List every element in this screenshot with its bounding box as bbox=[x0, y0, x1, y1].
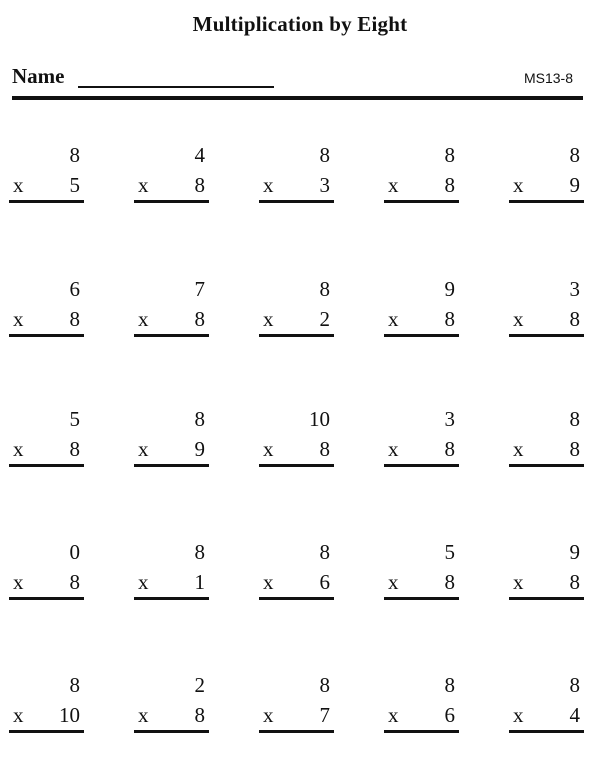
multiplicand: 8 bbox=[194, 540, 205, 564]
multiply-sign: x bbox=[263, 570, 274, 594]
multiply-sign: x bbox=[388, 437, 399, 461]
multiplicand: 8 bbox=[319, 277, 330, 301]
problem bbox=[384, 540, 459, 602]
problem bbox=[134, 540, 209, 602]
multiplier: 8 bbox=[194, 703, 205, 727]
multiplicand: 8 bbox=[569, 143, 580, 167]
multiplicand: 5 bbox=[69, 407, 80, 431]
answer-line bbox=[384, 730, 459, 733]
multiplier: 8 bbox=[69, 570, 80, 594]
answer-line bbox=[134, 730, 209, 733]
answer-line bbox=[384, 200, 459, 203]
multiplier: 8 bbox=[444, 307, 455, 331]
multiplier: 7 bbox=[319, 703, 330, 727]
multiplicand: 8 bbox=[194, 407, 205, 431]
problem bbox=[9, 277, 84, 339]
multiplicand: 3 bbox=[569, 277, 580, 301]
multiplicand: 6 bbox=[69, 277, 80, 301]
multiplier: 2 bbox=[319, 307, 330, 331]
multiplier: 8 bbox=[194, 307, 205, 331]
multiplicand: 9 bbox=[569, 540, 580, 564]
multiply-sign: x bbox=[513, 307, 524, 331]
multiplier: 8 bbox=[444, 173, 455, 197]
answer-line bbox=[259, 730, 334, 733]
multiply-sign: x bbox=[388, 307, 399, 331]
answer-line bbox=[259, 597, 334, 600]
answer-line bbox=[259, 200, 334, 203]
answer-line bbox=[9, 464, 84, 467]
multiplier: 8 bbox=[444, 437, 455, 461]
multiplier: 6 bbox=[444, 703, 455, 727]
multiply-sign: x bbox=[138, 173, 149, 197]
multiplier: 8 bbox=[194, 173, 205, 197]
multiply-sign: x bbox=[513, 703, 524, 727]
multiply-sign: x bbox=[138, 570, 149, 594]
answer-line bbox=[9, 334, 84, 337]
worksheet-title: Multiplication by Eight bbox=[192, 12, 408, 36]
answer-line bbox=[384, 464, 459, 467]
problem bbox=[384, 277, 459, 339]
multiplier: 8 bbox=[69, 307, 80, 331]
multiply-sign: x bbox=[263, 437, 274, 461]
multiplicand: 4 bbox=[194, 143, 205, 167]
answer-line bbox=[9, 200, 84, 203]
multiplier: 8 bbox=[569, 570, 580, 594]
answer-line bbox=[134, 334, 209, 337]
answer-line bbox=[134, 464, 209, 467]
answer-line bbox=[134, 200, 209, 203]
multiply-sign: x bbox=[138, 307, 149, 331]
name-label: Name bbox=[12, 64, 65, 88]
multiplier: 3 bbox=[319, 173, 330, 197]
problem bbox=[259, 540, 334, 602]
multiplier: 10 bbox=[59, 703, 80, 727]
multiply-sign: x bbox=[513, 173, 524, 197]
multiplicand: 8 bbox=[319, 143, 330, 167]
multiplier: 8 bbox=[319, 437, 330, 461]
multiply-sign: x bbox=[388, 570, 399, 594]
multiply-sign: x bbox=[263, 307, 274, 331]
problem bbox=[259, 407, 334, 469]
problem bbox=[134, 673, 209, 735]
multiplier: 1 bbox=[194, 570, 205, 594]
multiplier: 8 bbox=[444, 570, 455, 594]
multiply-sign: x bbox=[138, 437, 149, 461]
problem bbox=[509, 407, 584, 469]
multiply-sign: x bbox=[13, 437, 24, 461]
problem bbox=[509, 540, 584, 602]
answer-line bbox=[259, 334, 334, 337]
multiplier: 8 bbox=[569, 437, 580, 461]
multiply-sign: x bbox=[13, 703, 24, 727]
problem bbox=[384, 143, 459, 205]
problem bbox=[9, 407, 84, 469]
answer-line bbox=[509, 200, 584, 203]
multiply-sign: x bbox=[263, 703, 274, 727]
multiplicand: 2 bbox=[194, 673, 205, 697]
problem bbox=[384, 673, 459, 735]
problem bbox=[134, 277, 209, 339]
answer-line bbox=[509, 334, 584, 337]
multiplicand: 3 bbox=[444, 407, 455, 431]
multiplier: 6 bbox=[319, 570, 330, 594]
problem bbox=[509, 143, 584, 205]
answer-line bbox=[509, 730, 584, 733]
multiplicand: 8 bbox=[569, 407, 580, 431]
answer-line bbox=[9, 730, 84, 733]
multiply-sign: x bbox=[388, 173, 399, 197]
answer-line bbox=[509, 464, 584, 467]
multiplier: 9 bbox=[569, 173, 580, 197]
problem bbox=[259, 673, 334, 735]
answer-line bbox=[509, 597, 584, 600]
multiply-sign: x bbox=[138, 703, 149, 727]
answer-line bbox=[384, 334, 459, 337]
multiplicand: 8 bbox=[444, 673, 455, 697]
multiplicand: 8 bbox=[69, 143, 80, 167]
problem bbox=[259, 143, 334, 205]
multiplicand: 5 bbox=[444, 540, 455, 564]
problem bbox=[509, 673, 584, 735]
multiply-sign: x bbox=[513, 437, 524, 461]
multiplier: 8 bbox=[69, 437, 80, 461]
multiplicand: 9 bbox=[444, 277, 455, 301]
multiplicand: 0 bbox=[69, 540, 80, 564]
multiplier: 8 bbox=[569, 307, 580, 331]
problem bbox=[9, 143, 84, 205]
multiply-sign: x bbox=[13, 173, 24, 197]
multiply-sign: x bbox=[13, 570, 24, 594]
multiplicand: 8 bbox=[319, 540, 330, 564]
problem bbox=[9, 673, 84, 735]
multiplier: 9 bbox=[194, 437, 205, 461]
multiplicand: 8 bbox=[69, 673, 80, 697]
problem bbox=[384, 407, 459, 469]
multiplicand: 8 bbox=[569, 673, 580, 697]
answer-line bbox=[9, 597, 84, 600]
multiplier: 5 bbox=[69, 173, 80, 197]
multiplier: 4 bbox=[569, 703, 580, 727]
answer-line bbox=[384, 597, 459, 600]
multiply-sign: x bbox=[513, 570, 524, 594]
multiply-sign: x bbox=[13, 307, 24, 331]
multiplicand: 7 bbox=[194, 277, 205, 301]
multiplicand: 10 bbox=[309, 407, 330, 431]
problem bbox=[134, 407, 209, 469]
problem bbox=[259, 277, 334, 339]
answer-line bbox=[134, 597, 209, 600]
problem bbox=[509, 277, 584, 339]
multiplicand: 8 bbox=[444, 143, 455, 167]
multiply-sign: x bbox=[388, 703, 399, 727]
worksheet-code: MS13-8 bbox=[523, 70, 573, 86]
multiplicand: 8 bbox=[319, 673, 330, 697]
multiply-sign: x bbox=[263, 173, 274, 197]
answer-line bbox=[259, 464, 334, 467]
problem bbox=[9, 540, 84, 602]
problem bbox=[134, 143, 209, 205]
